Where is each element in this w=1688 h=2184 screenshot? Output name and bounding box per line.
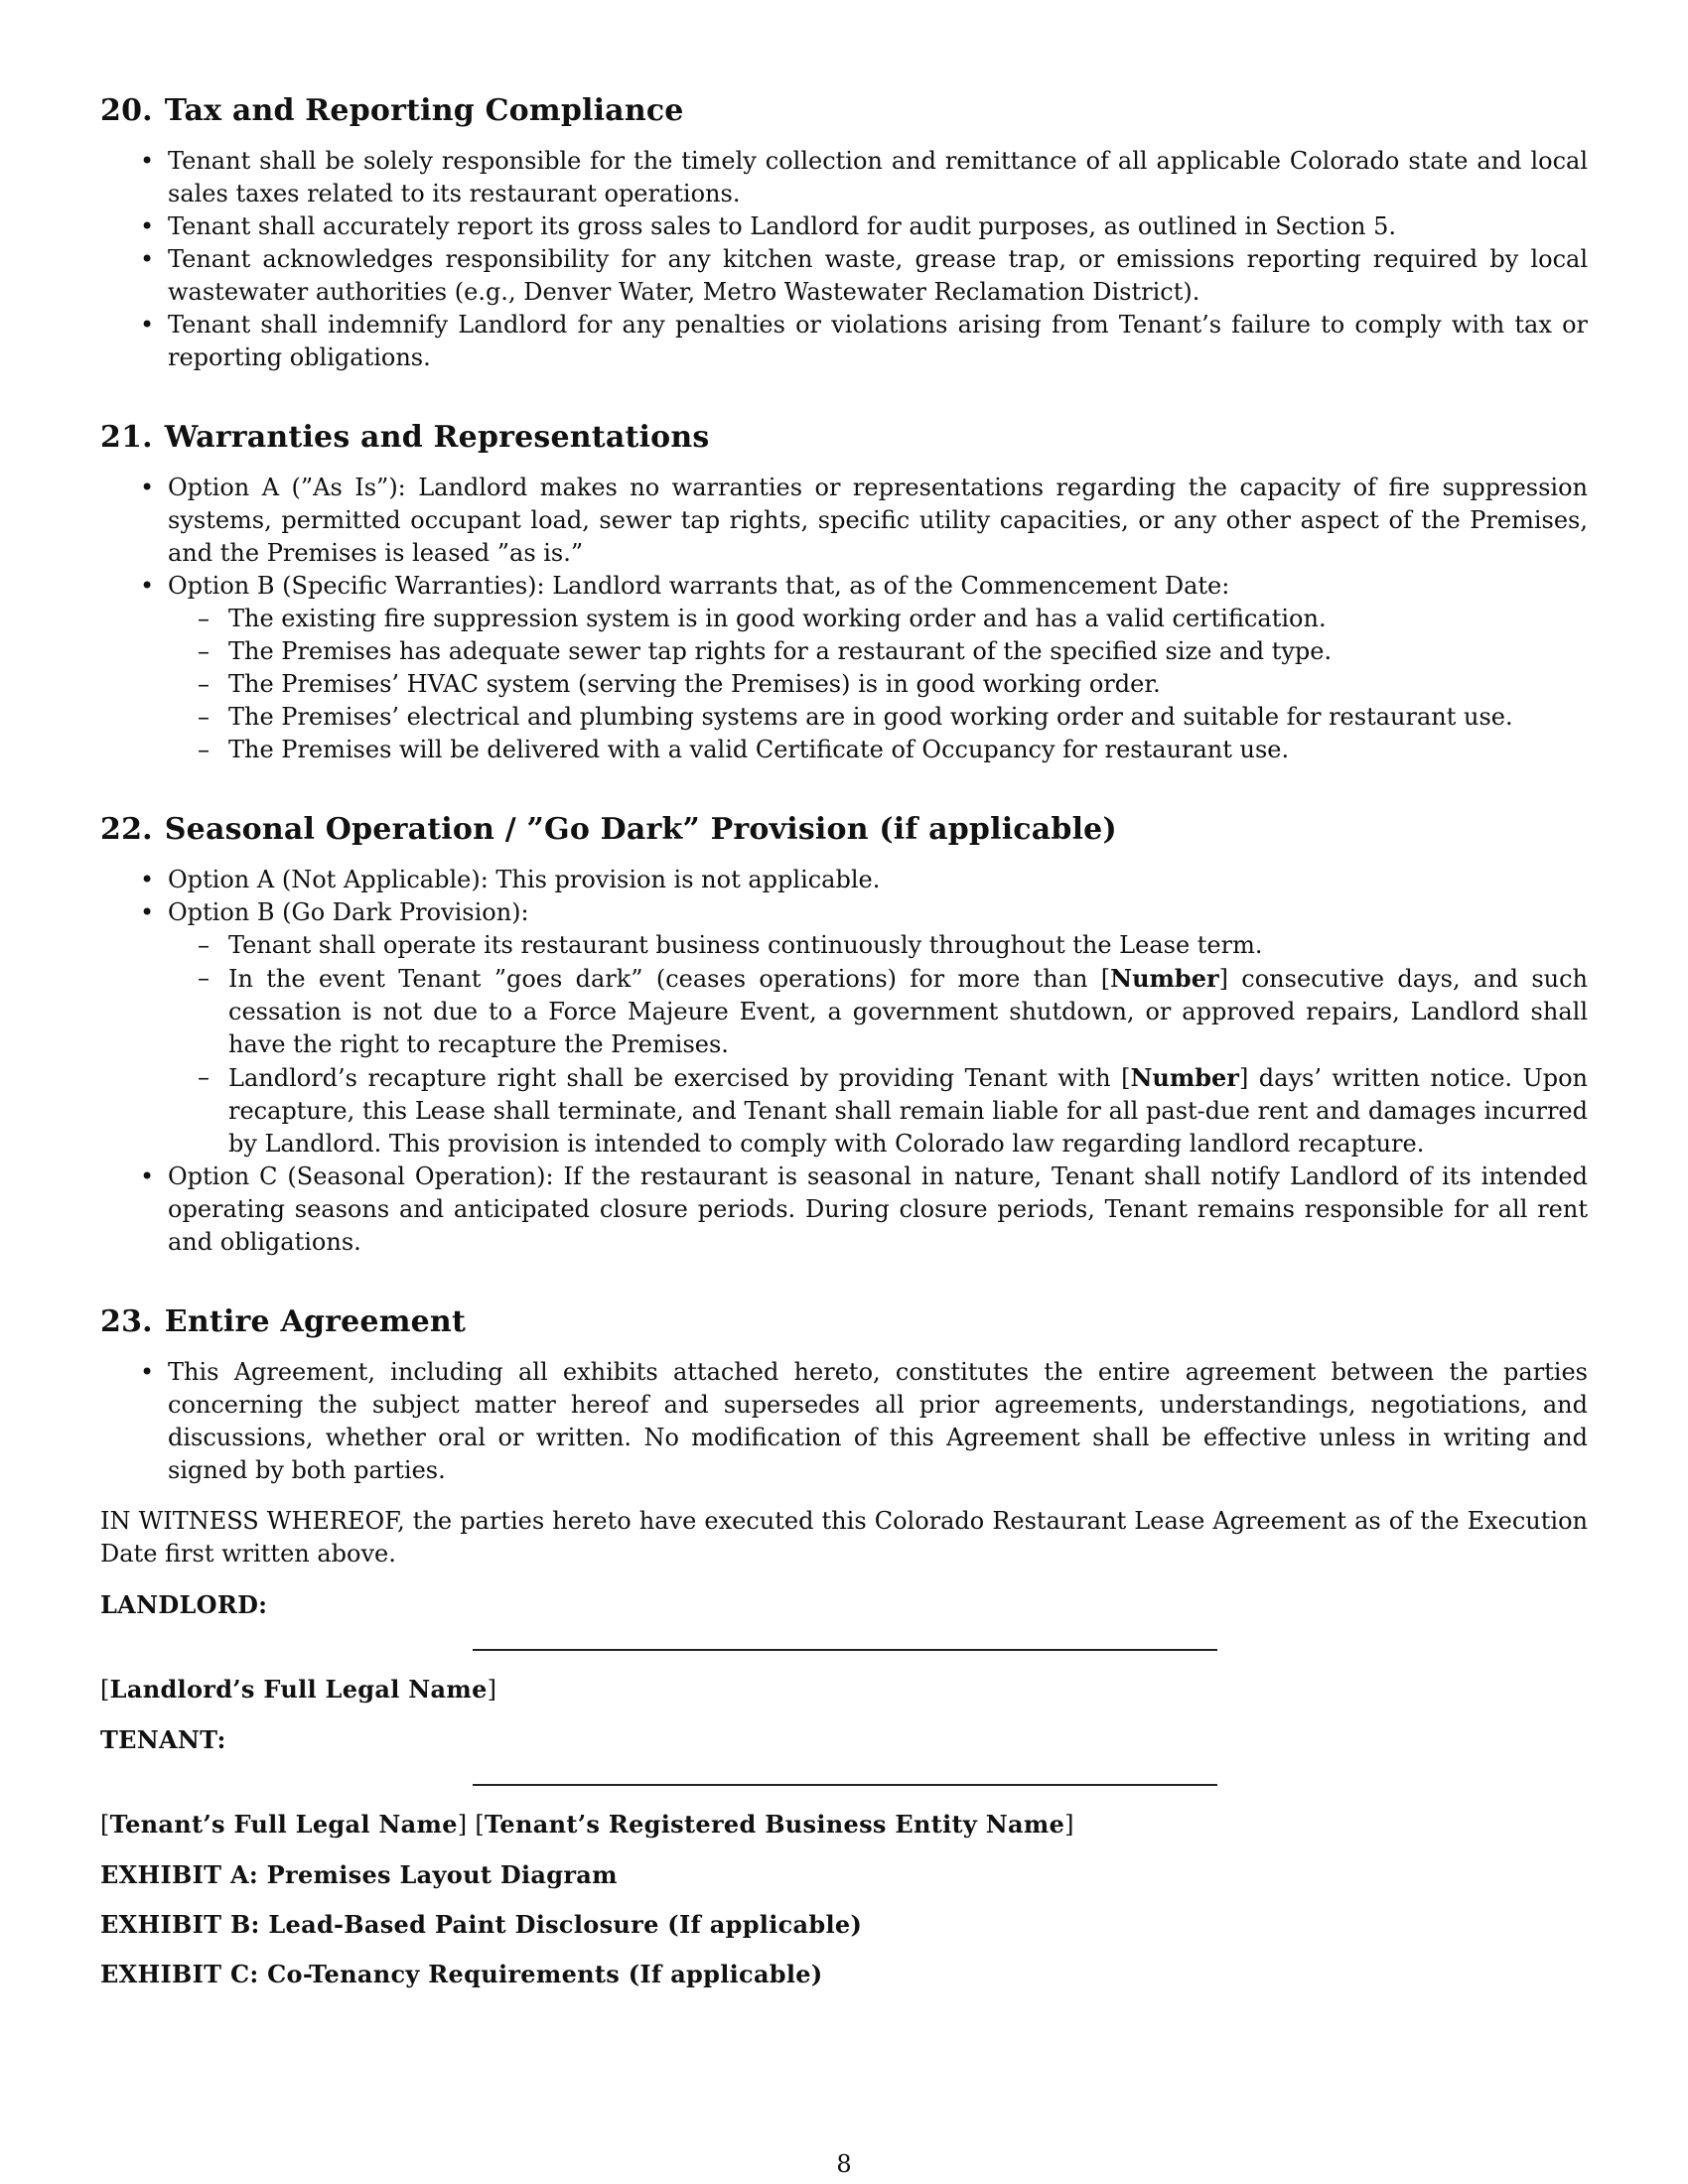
text-run: In the event Tenant ”goes dark” (ceases operations) for more than [ [228,965,1111,993]
bracket: [ [100,1676,110,1704]
option-b-item [100,570,1588,766]
bullet-list [100,1356,1588,1487]
tenant-signature-line [473,1784,1217,1786]
sub-list-item: – The existing fire suppression system is in good working order and has a valid certification. [168,603,1588,635]
landlord-name: Landlord’s Full Legal Name [109,1675,488,1704]
section-20 [100,91,1588,374]
option-c-item: • Option C (Seasonal Operation): If the restaurant is seasonal in nature, Tenant shall notify Landlord of its intended operating seasons and anticipated closure periods. During closure periods, Tenant remains responsible for all rent and obligations. [100,1160,1588,1259]
document-page [100,91,1588,1990]
text-run: ] days’ written notice. Upon recapture, this Lease shall terminate, and Tenant shall remain liable for all past-due rent and damages incurred by Landlord. This provision is intended to comply with Colorado law regarding landlord recapture. [228,1064,1588,1158]
list-item: • Tenant shall indemnify Landlord for any penalties or violations arising from Tenant’s failure to comply with tax or reporting obligations. [100,309,1588,374]
section-heading [100,91,1588,131]
sub-list-item: – The Premises has adequate sewer tap rights for a restaurant of the specified size and type. [168,635,1588,668]
section-number: 21. [100,420,153,455]
section-21 [100,418,1588,766]
section-23 [100,1302,1588,1487]
section-number: 23. [100,1304,153,1339]
section-22 [100,810,1588,1259]
bracket: ] [ [457,1811,486,1839]
landlord-name-line [100,1673,1588,1706]
sub-list-item: – The Premises’ HVAC system (serving the Premises) is in good working order. [168,668,1588,701]
sub-list-item: – The Premises will be delivered with a valid Certificate of Occupancy for restaurant use. [168,734,1588,766]
list-item: • Tenant shall accurately report its gross sales to Landlord for audit purposes, as outlined in Section 5. [100,210,1588,243]
exhibit-b-title: EXHIBIT B: Lead-Based Paint Disclosure (If applicable) [100,1910,863,1939]
tenant-label: TENANT: [100,1725,226,1754]
text-run: Landlord’s recapture right shall be exercised by providing Tenant with [ [228,1064,1131,1092]
section-title: Warranties and Representations [164,420,710,455]
tenant-entity-name: Tenant’s Registered Business Entity Name [485,1810,1065,1839]
text-run: ] consecutive days, and such cessation is not due to a Force Majeure Event, a government shutdown, or approved repairs, Landlord shall have the right to recapture the Premises. [228,965,1589,1058]
placeholder-number: Number [1110,964,1219,993]
exhibit-a-title: EXHIBIT A: Premises Layout Diagram [100,1860,618,1889]
sub-list [168,603,1588,766]
bullet-list [100,864,1588,1259]
section-number: 22. [100,812,153,847]
list-item: • Tenant shall be solely responsible for the timely collection and remittance of all applicable Colorado state and local sales taxes related to its restaurant operations. [100,145,1588,210]
tenant-name: Tenant’s Full Legal Name [109,1810,458,1839]
section-heading [100,418,1588,458]
list-item: • Tenant acknowledges responsibility for any kitchen waste, grease trap, or emissions reporting required by local wastewater authorities (e.g., Denver Water, Metro Wastewater Reclamation District). [100,243,1588,309]
section-heading [100,810,1588,850]
option-b-text: Option B (Go Dark Provision): [168,898,529,926]
bullet-list [100,145,1588,374]
sub-list-item: – Tenant shall operate its restaurant business continuously throughout the Lease term. [168,929,1588,962]
landlord-label: LANDLORD: [100,1590,268,1619]
section-title: Seasonal Operation / ”Go Dark” Provision (if applicable) [164,812,1117,847]
bracket: [ [100,1811,110,1839]
tenant-name-line [100,1808,1588,1842]
exhibit-c-title: EXHIBIT C: Co-Tenancy Requirements (If applicable) [100,1960,823,1988]
list-item: • This Agreement, including all exhibits attached hereto, constitutes the entire agreement between the parties concerning the subject matter hereof and supersedes all prior agreements, understandings, negotiations, and discussions, whether oral or written. No modification of this Agreement shall be effective unless in writing and signed by both parties. [100,1356,1588,1487]
sub-list-item [168,962,1588,1061]
bullet-list [100,472,1588,766]
section-heading [100,1302,1588,1342]
section-title: Tax and Reporting Compliance [164,93,684,128]
page-number: 8 [836,2150,852,2178]
sub-list [168,929,1588,1160]
landlord-signature-line [473,1649,1217,1651]
witness-paragraph: IN WITNESS WHEREOF, the parties hereto have executed this Colorado Restaurant Lease Agreement as of the Execution Date first written above. [100,1507,1588,1568]
section-number: 20. [100,93,153,128]
option-b-text: Option B (Specific Warranties): Landlord warrants that, as of the Commencement Date: [168,572,1230,600]
section-title: Entire Agreement [164,1304,466,1339]
option-a-item: • Option A (”As Is”): Landlord makes no warranties or representations regarding the capacity of fire suppression systems, permitted occupant load, sewer tap rights, specific utility capacities, or any other aspect of the Premises, and the Premises is leased ”as is.” [100,472,1588,570]
bracket: ] [487,1676,497,1704]
option-b-item [100,896,1588,1160]
placeholder-number: Number [1130,1063,1239,1092]
option-a-item: • Option A (Not Applicable): This provision is not applicable. [100,864,1588,896]
sub-list-item [168,1061,1588,1160]
sub-list-item: – The Premises’ electrical and plumbing systems are in good working order and suitable for restaurant use. [168,701,1588,734]
bracket: ] [1064,1811,1074,1839]
